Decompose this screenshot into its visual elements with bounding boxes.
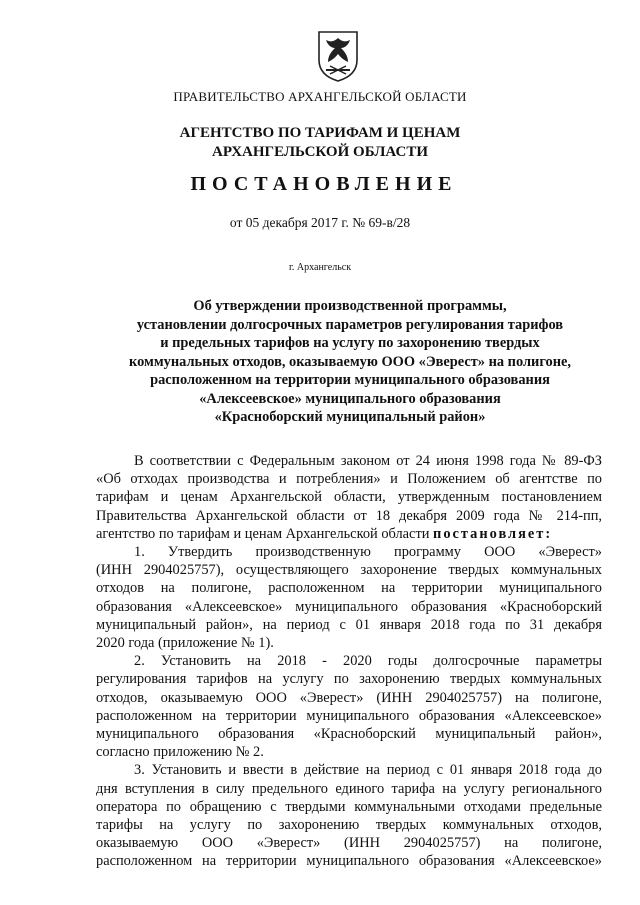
item-3-paragraph [96,761,602,870]
item-2-paragraph [96,652,602,761]
body-line: тарифы на услугу по захоронению твердых коммунальных отходов, [96,817,602,834]
body-line: отходов на полигоне, расположенном на территории муниципального [96,580,602,597]
government-name: ПРАВИТЕЛЬСТВО АРХАНГЕЛЬСКОЙ ОБЛАСТИ [173,89,467,104]
subject-line: установлении долгосрочных параметров регулирования тарифов [136,316,564,333]
body-line: Правительства Архангельской области от 18 декабря 2009 года № 214-пп, [96,507,602,524]
subject-line: расположенном на территории муниципального образования [150,372,550,388]
preamble-agency: агентство по тарифам и ценам Архангельской области [96,525,434,542]
body-line: тарифам и ценам Архангельской области, утвержденным постановлением [96,489,602,506]
coat-of-arms-emblem [316,30,360,82]
body-line: (ИНН 2904025757), осуществляющего захоронение твердых коммунальных [96,562,602,579]
body-line: отходов, оказываемую ООО «Эверест» (ИНН 2904025757) на полигоне, [96,689,602,706]
body-line: «Об отходах производства и потребления» и Положением об агентстве по [96,471,602,488]
preamble-paragraph [96,452,602,543]
decree-word: постановляет: [433,525,553,542]
body-line: 2020 года (приложение № 1). [96,635,274,652]
body-line: дня вступления в силу предельного единого тарифа на услугу регионального [96,780,602,797]
item-1-paragraph [96,543,602,652]
subject-line: «Красноборский муниципальный район» [214,409,486,425]
body-line: образования «Алексеевское» муниципального образования «Красноборский [96,598,602,615]
body-line: муниципального образования «Красноборский муниципальный район», [96,726,602,743]
body-line: оператора по обращению с твердыми коммунальными отходами предельные [96,798,602,815]
body-line: 2. Установить на 2018 - 2020 годы долгосрочные параметры [134,653,602,670]
document-body [96,452,602,871]
body-line: расположенном на территории муниципального образования «Алексеевское» [96,853,602,870]
body-line: муниципальный район», на период с 01 января 2018 года по 31 декабря [96,616,602,633]
body-line: согласно приложению № 2. [96,744,264,761]
agency-name [0,124,640,162]
body-line: оказываемую ООО «Эверест» (ИНН 2904025757) на полигоне, [96,835,602,852]
agency-name-line-1: АГЕНТСТВО ПО ТАРИФАМ И ЦЕНАМ [179,125,461,141]
subject-line: коммунальных отходов, оказываемую ООО «Эверест» на полигоне, [129,353,571,370]
subject-line: Об утверждении производственной программы, [193,298,507,314]
agency-name-line-2: АРХАНГЕЛЬСКОЙ ОБЛАСТИ [212,144,428,160]
document-type: ПОСТАНОВЛЕНИЕ [190,173,458,195]
body-line [96,525,602,543]
subject-line: «Алексеевское» муниципального образования [199,390,501,407]
decree-subject [96,297,604,427]
body-line: расположенном на территории муниципального образования «Алексеевское» [96,707,602,724]
body-line: 3. Установить и ввести в действие на период с 01 января 2018 года до [134,762,602,779]
subject-line: и предельных тарифов на услугу по захоронению твердых [160,335,540,351]
date-and-number: от 05 декабря 2017 г. № 69-в/28 [229,215,411,230]
body-line: 1. Утвердить производственную программу ООО «Эверест» [134,544,602,561]
body-line: регулирования тарифов на услугу по захоронению твердых коммунальных [96,671,602,688]
body-line: В соответствии с Федеральным законом от 24 июня 1998 года № 89-ФЗ [134,453,602,469]
city: г. Архангельск [288,262,352,273]
